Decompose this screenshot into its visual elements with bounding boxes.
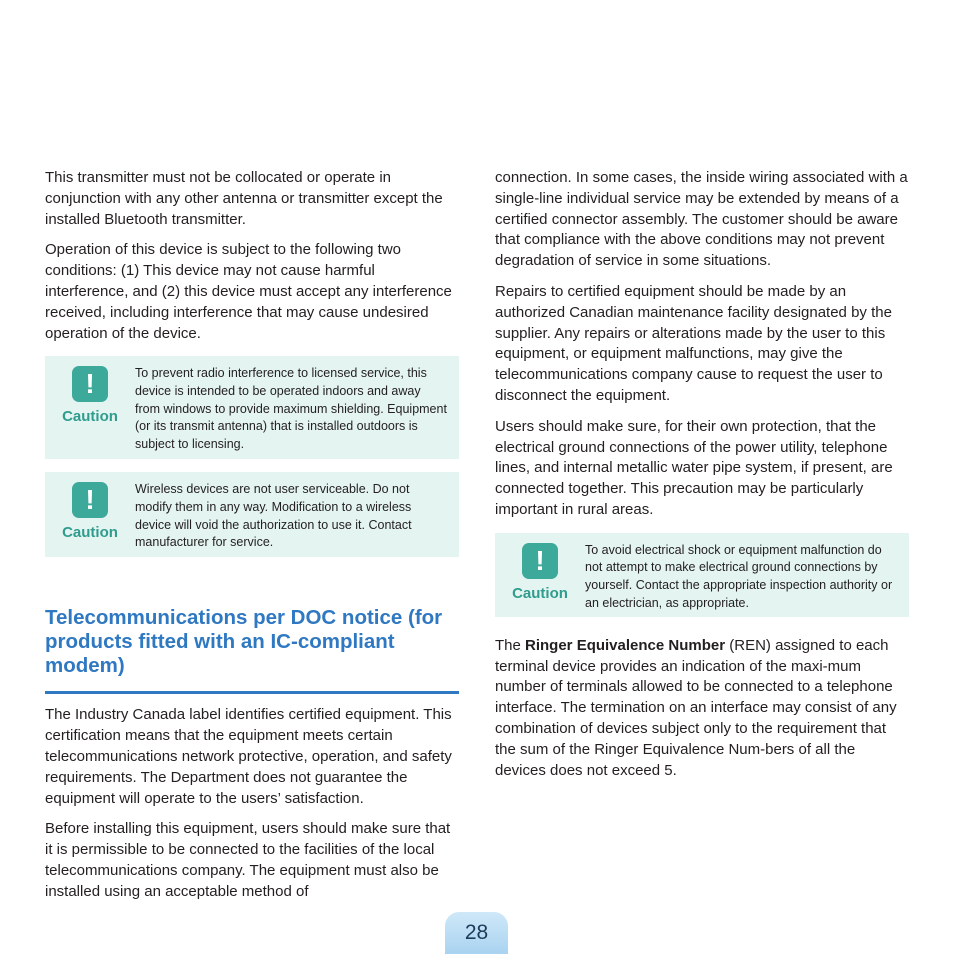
section-divider [45,691,459,694]
caution-box [45,356,459,459]
caution-icon-group [495,541,585,602]
paragraph: Users should make sure, for their own protection, that the electrical ground connections of the power utility, telephone lines, and internal metallic water pipe system, if present, are connected together. This precaution may be particularly important in rural areas. [495,417,893,518]
ren-paragraph [495,636,909,782]
paragraph: The Industry Canada label identifies certified equipment. This certification means that the equipment meets certain telecommunications network protective, operation, and safety requirements. The Department does not guarantee the equipment will operate to the users’ satisfaction. [45,706,452,807]
caution-text: To avoid electrical shock or equipment malfunction do not attempt to make electrical ground connections by yourself. Contact the appropriate inspection authority or an electrician, as appropriate. [585,542,893,610]
paragraph: Before installing this equipment, users should make sure that it is permissible to be connected to the facilities of the local telecommunications company. The equipment must also be installed using an acceptable method of [45,820,451,900]
page-number: 28 [445,912,508,954]
ren-term: Ringer Equivalence Number [525,636,726,654]
left-column [45,168,459,913]
caution-icon-group [45,480,135,541]
exclamation-icon: ! [522,543,558,579]
paragraph: This transmitter must not be collocated or operate in conjunction with any other antenna or transmitter except the installed Bluetooth transmitter. [45,169,443,228]
ren-body: (REN) assigned to each terminal device provides an indication of the maxi-mum number of terminals allowed to be connected to a telephone interface. The termination on an interface may consist of any combination of devices subject only to the requirement that the sum of the Ringer Equivalence Num-bers of all the devices does not exceed 5. [495,636,897,779]
caution-icon-group [45,364,135,425]
ren-prefix: The [495,636,526,654]
exclamation-icon: ! [72,482,108,518]
caution-label: Caution [512,584,568,602]
caution-label: Caution [62,524,118,542]
paragraph: Repairs to certified equipment should be made by an authorized Canadian maintenance facility designated by the supplier. Any repairs or alterations made by the user to this equipment, or equipment malfunctions, may give the telecommunications company cause to request the user to disconnect the equipment. [495,282,892,404]
caution-box [495,533,909,617]
caution-text: To prevent radio interference to licensed service, this device is intended to be operated indoors and away from windows to provide maximum shielding. Equipment (or its transmit antenna) that is installed outdoors is subject to licensing. [135,366,447,451]
paragraph: Operation of this device is subject to the following two conditions: (1) This device may not cause harmful interference, and (2) this device must accept any interference received, including interference that may cause undesired operation of the device. [45,241,452,342]
caution-text: Wireless devices are not user serviceable. Do not modify them in any way. Modification to a wireless device will void the authorization to use it. Contact manufacturer for service. [135,482,412,550]
right-column [495,168,909,791]
caution-label: Caution [62,408,118,426]
paragraph: connection. In some cases, the inside wiring associated with a single-line individual service may be extended by means of a certified connector assembly. The customer should be aware that compliance with the above conditions may not prevent degradation of service in some situations. [495,169,908,270]
caution-box [45,472,459,557]
section-title: Telecommunications per DOC notice (for products fitted with an IC-compliant modem) [45,606,443,678]
exclamation-icon: ! [72,366,108,402]
